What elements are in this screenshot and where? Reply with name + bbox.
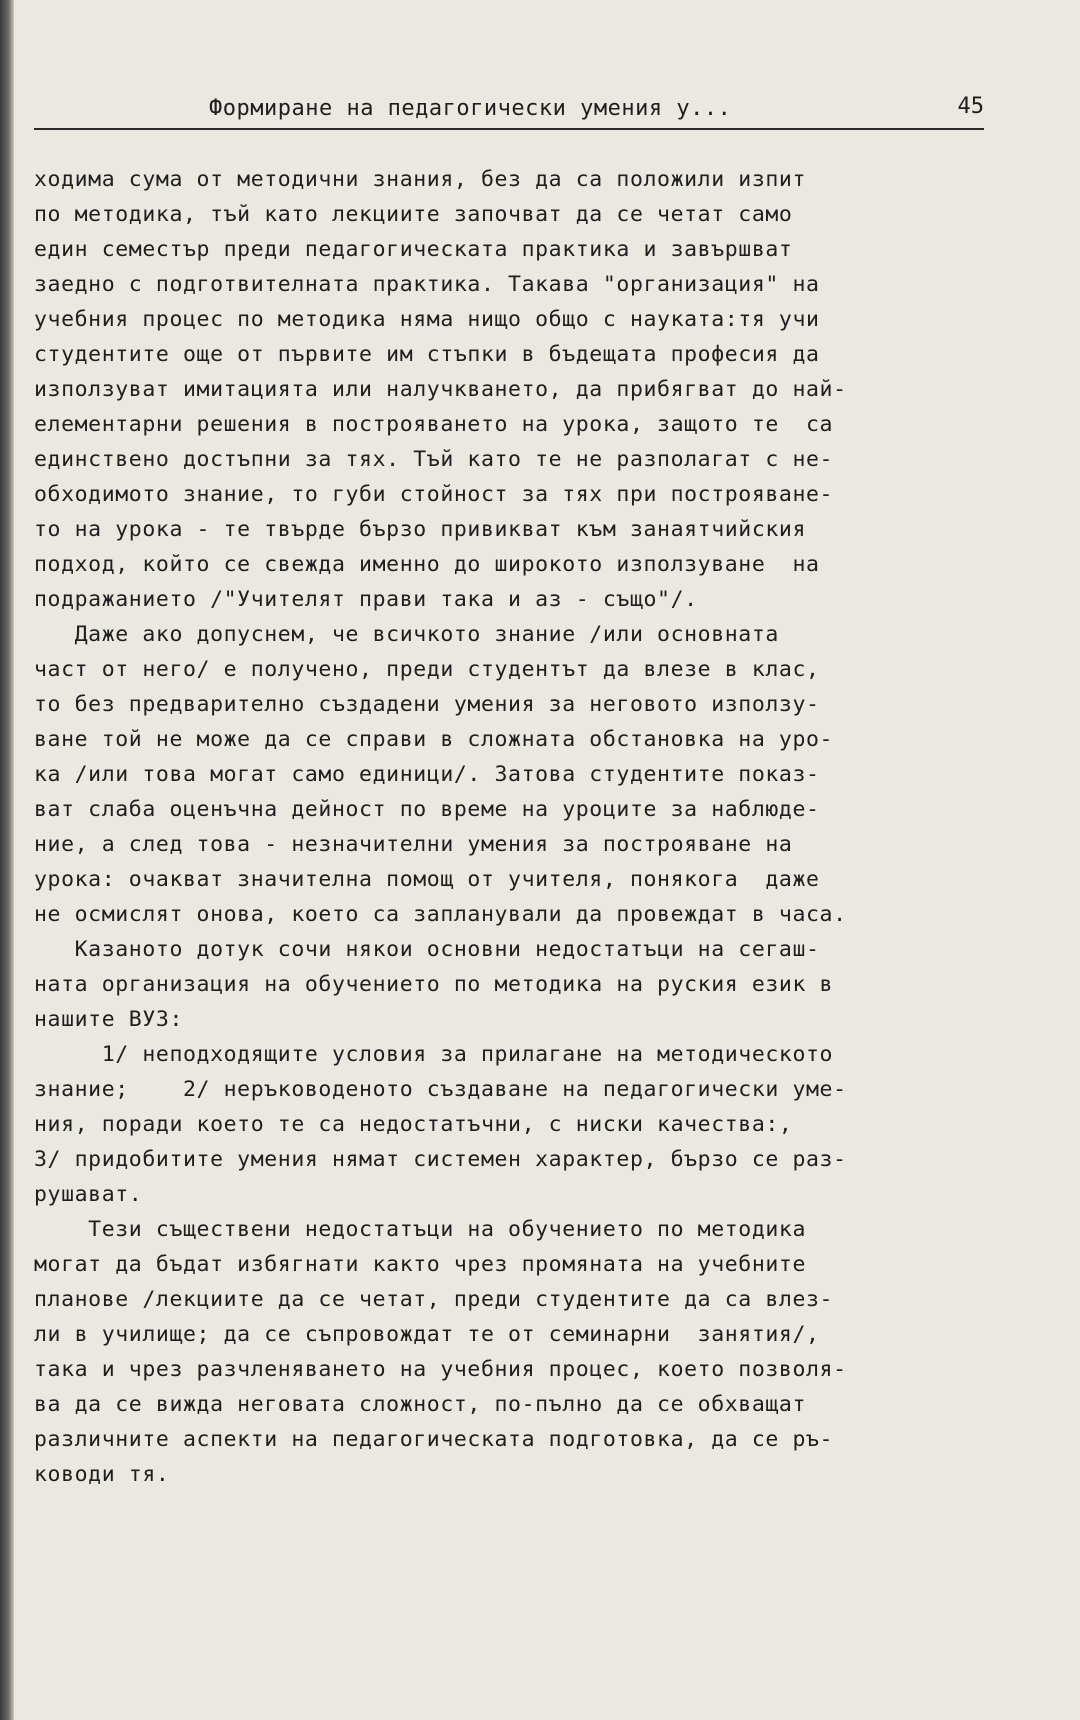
- text-line: знание; 2/ неръководеното създаване на педагогически уме-: [34, 1077, 847, 1102]
- text-line: подход, който се свежда именно до широкото използуване на: [34, 552, 820, 577]
- text-line: не осмислят онова, което са запланували да провеждат в часа.: [34, 902, 847, 927]
- text-line: използуват имитацията или налучкването, да прибягват до най-: [34, 377, 847, 402]
- text-line: планове /лекциите да се четат, преди студентите да са влез-: [34, 1287, 834, 1312]
- text-line: нашите ВУЗ:: [34, 1007, 183, 1032]
- text-line: Тези съществени недостатъци на обучението по методика: [34, 1217, 807, 1242]
- text-line: ководи тя.: [34, 1462, 170, 1487]
- book-page: [14, 0, 1080, 1720]
- text-line: единствено достъпни за тях. Тъй като те не разполагат с не-: [34, 447, 834, 472]
- text-line: заедно с подготвителната практика. Такава "организация" на: [34, 272, 820, 297]
- text-line: ват слаба оценъчна дейност по време на уроците за наблюде-: [34, 797, 820, 822]
- text-line: 1/ неподходящите условия за прилагане на методическото: [34, 1042, 834, 1067]
- text-line: част от него/ е получено, преди студентът да влезе в клас,: [34, 657, 820, 682]
- text-line: един семестър преди педагогическата практика и завършват: [34, 237, 793, 262]
- book-spine-shadow: [0, 0, 14, 1720]
- body-text: [34, 162, 1014, 1492]
- text-line: различните аспекти на педагогическата подготовка, да се ръ-: [34, 1427, 834, 1452]
- text-line: по методика, тъй като лекциите започват да се четат само: [34, 202, 793, 227]
- text-line: ка /или това могат само единици/. Затова студентите показ-: [34, 762, 820, 787]
- text-line: могат да бъдат избягнати както чрез промяната на учебните: [34, 1252, 807, 1277]
- text-line: то без предварително създадени умения за неговото използу-: [34, 692, 820, 717]
- text-line: ли в училище; да се съпровождат те от семинарни занятия/,: [34, 1322, 820, 1347]
- text-line: урока: очакват значителна помощ от учителя, понякога даже: [34, 867, 820, 892]
- text-line: Казаното дотук сочи някои основни недостатъци на сегаш-: [34, 937, 820, 962]
- running-header: [34, 94, 984, 130]
- text-line: така и чрез разчленяването на учебния процес, което позволя-: [34, 1357, 847, 1382]
- text-line: подражанието /"Учителят прави така и аз - също"/.: [34, 587, 698, 612]
- text-line: ване той не може да се справи в сложната обстановка на уро-: [34, 727, 834, 752]
- text-line: ната организация на обучението по методика на руския език в: [34, 972, 834, 997]
- text-line: обходимото знание, то губи стойност за тях при построяване-: [34, 482, 834, 507]
- text-line: 3/ придобитите умения нямат системен характер, бързо се раз-: [34, 1147, 847, 1172]
- text-line: ние, а след това - незначителни умения за построяване на: [34, 832, 793, 857]
- text-line: Даже ако допуснем, че всичкото знание /или основната: [34, 622, 779, 647]
- text-line: ния, поради което те са недостатъчни, с ниски качества:,: [34, 1112, 793, 1137]
- text-line: ходима сума от методични знания, без да са положили изпит: [34, 167, 807, 192]
- page-number: 45: [957, 94, 984, 119]
- text-line: ва да се вижда неговата сложност, по-пълно да се обхващат: [34, 1392, 807, 1417]
- text-line: то на урока - те твърде бързо привикват към занаятчийския: [34, 517, 807, 542]
- running-title: Формиране на педагогически умения у...: [209, 96, 732, 121]
- text-line: учебния процес по методика няма нищо общо с науката:тя учи: [34, 307, 820, 332]
- text-line: рушават.: [34, 1182, 143, 1207]
- text-line: студентите още от първите им стъпки в бъдещата професия да: [34, 342, 820, 367]
- text-line: елементарни решения в построяването на урока, защото те са: [34, 412, 834, 437]
